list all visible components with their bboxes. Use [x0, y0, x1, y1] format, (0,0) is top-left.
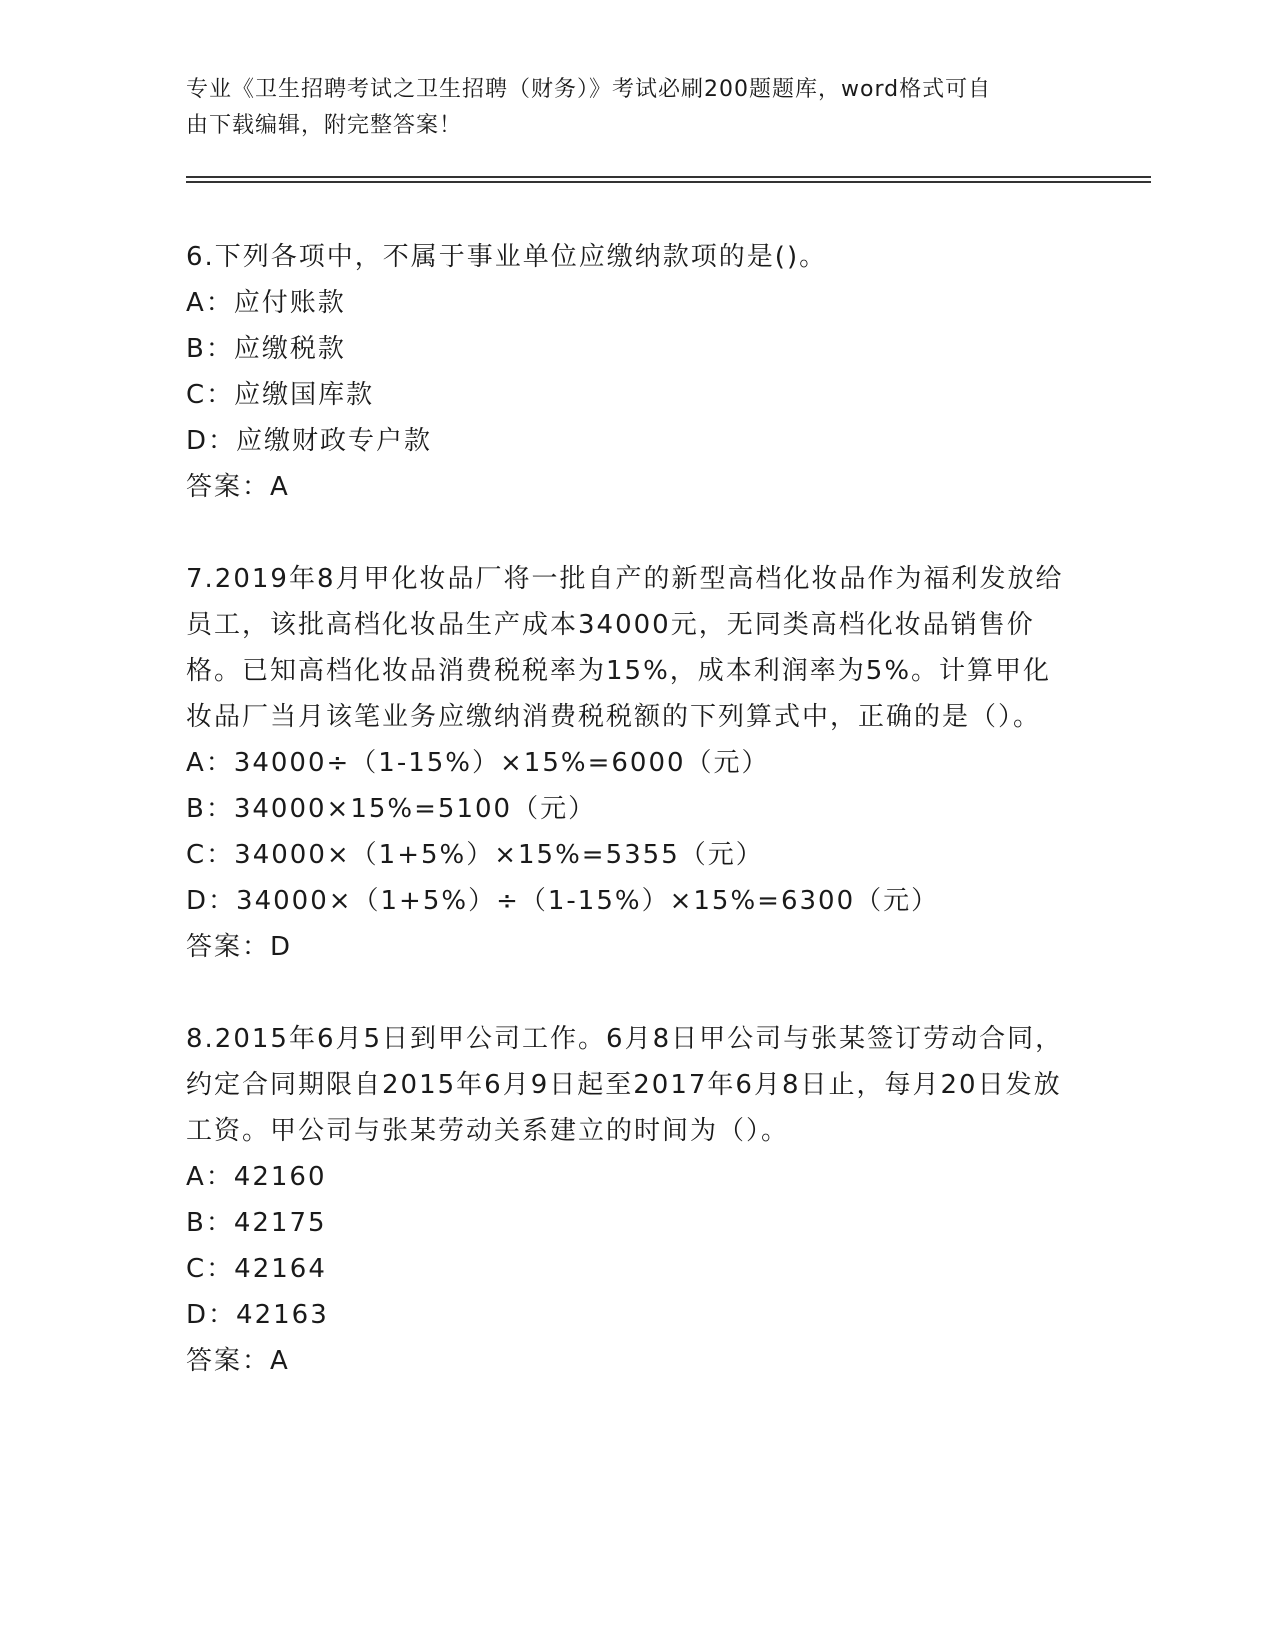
question-6	[186, 234, 1066, 510]
option-c: C：34000×（1+5%）×15%=5355（元）	[186, 840, 764, 870]
answer: 答案：D	[186, 932, 293, 962]
question-stem: 8.2015年6月5日到甲公司工作。6月8日甲公司与张某签订劳动合同，约定合同期限自2015年6月9日起至2017年6月8日止，每月20日发放工资。甲公司与张某劳动关系建立的时间为（）。	[186, 1024, 1064, 1146]
question-stem: 7.2019年8月甲化妆品厂将一批自产的新型高档化妆品作为福利发放给员工，该批高档化妆品生产成本34000元，无同类高档化妆品销售价格。已知高档化妆品消费税税率为15%，成本利润率为5%。计算甲化妆品厂当月该笔业务应缴纳消费税税额的下列算式中，正确的是（）。	[186, 564, 1064, 732]
option-a: A：42160	[186, 1162, 327, 1192]
question-stem: 6.下列各项中，不属于事业单位应缴纳款项的是()。	[186, 242, 828, 272]
answer: 答案：A	[186, 1346, 290, 1376]
option-a: A：应付账款	[186, 288, 346, 318]
option-b: B：42175	[186, 1208, 327, 1238]
header-divider-bottom	[186, 181, 1151, 183]
option-d: D：42163	[186, 1300, 329, 1330]
answer: 答案：A	[186, 472, 290, 502]
question-8	[186, 1016, 1066, 1384]
question-7	[186, 556, 1066, 970]
option-b: B：应缴税款	[186, 334, 346, 364]
document-header	[186, 72, 1066, 144]
header-line-1: 专业《卫生招聘考试之卫生招聘（财务）》考试必刷200题题库，word格式可自	[186, 77, 992, 102]
header-line-2: 由下载编辑，附完整答案！	[186, 113, 463, 138]
header-divider-top	[186, 176, 1151, 178]
question-list	[186, 234, 1066, 1430]
option-c: C：42164	[186, 1254, 327, 1284]
option-d: D：应缴财政专户款	[186, 426, 433, 456]
option-c: C：应缴国库款	[186, 380, 375, 410]
option-a: A：34000÷（1-15%）×15%=6000（元）	[186, 748, 770, 778]
option-b: B：34000×15%=5100（元）	[186, 794, 597, 824]
option-d: D：34000×（1+5%）÷（1-15%）×15%=6300（元）	[186, 886, 940, 916]
